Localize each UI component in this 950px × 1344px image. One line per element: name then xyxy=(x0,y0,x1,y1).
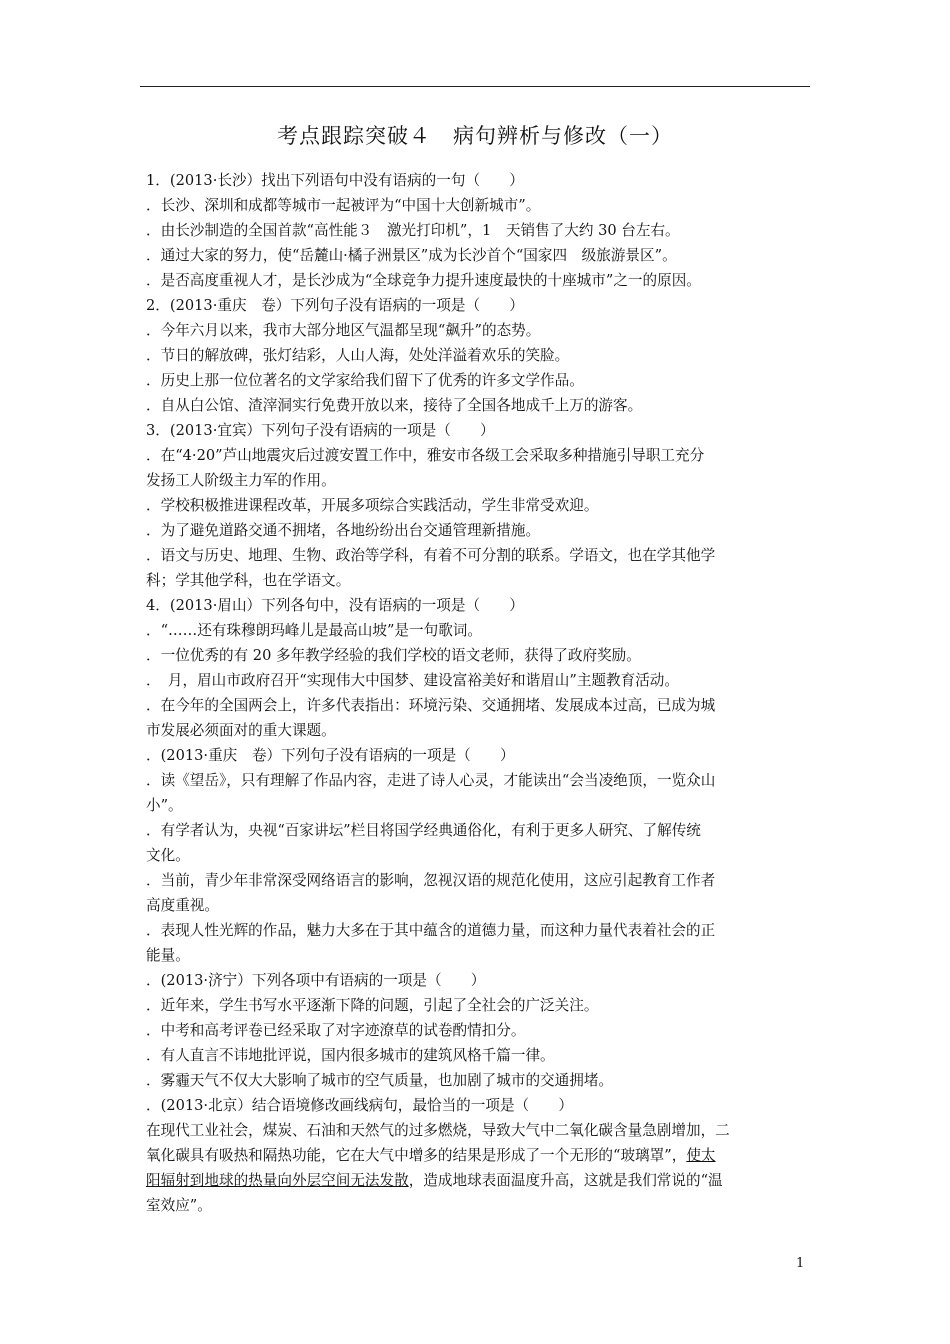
question-7-stem: ．(2013·北京）结合语境修改画线病句，最恰当的一项是（ ） xyxy=(146,1097,573,1114)
option-line: ．“……还有珠穆朗玛峰儿是最高山坡”是一句歌词。 xyxy=(146,622,482,639)
passage-line: 在现代工业社会，煤炭、石油和天然气的过多燃烧，导致大气中二氧化碳含量急剧增加，二 xyxy=(146,1122,730,1139)
option-line: ．雾霾天气不仅大大影响了城市的空气质量，也加剧了城市的交通拥堵。 xyxy=(146,1072,614,1089)
option-line: ．中考和高考评卷已经采取了对字迹潦草的试卷酌情扣分。 xyxy=(146,1022,526,1039)
option-line: ．读《望岳》，只有理解了作品内容，走进了诗人心灵，才能读出“会当凌绝顶，一览众山 xyxy=(146,772,716,789)
option-line: 市发展必须面对的重大课题。 xyxy=(146,722,336,739)
option-line: ．通过大家的努力，使“岳麓山·橘子洲景区”成为长沙首个“国家四 级旅游景区”。 xyxy=(146,247,677,264)
option-line: ．有学者认为，央视“百家讲坛”栏目将国学经典通俗化，有利于更多人研究、了解传统 xyxy=(146,822,701,839)
option-line: 能量。 xyxy=(146,947,190,964)
passage-line xyxy=(146,1168,806,1193)
header-rule xyxy=(140,86,810,87)
option-line: ．节日的解放碑，张灯结彩，人山人海，处处洋溢着欢乐的笑脸。 xyxy=(146,347,570,364)
underlined-sentence: 使太 xyxy=(686,1147,716,1164)
option-line: ．历史上那一位位著名的文学家给我们留下了优秀的许多文学作品。 xyxy=(146,372,584,389)
question-4-stem: 4．(2013·眉山）下列各句中，没有语病的一项是（ ） xyxy=(146,597,524,614)
page-title: 考点跟踪突破４ 病句辨析与修改（一） xyxy=(277,124,673,148)
option-line: ．表现人性光辉的作品，魅力大多在于其中蕴含的道德力量，而这种力量代表着社会的正 xyxy=(146,922,716,939)
option-line: ．在“4·20”芦山地震灾后过渡安置工作中，雅安市各级工会采取多种措施引导职工充分 xyxy=(146,447,705,464)
option-line: ．语文与历史、地理、生物、政治等学科，有着不可分割的联系。学语文，也在学其他学 xyxy=(146,547,716,564)
underlined-sentence: 阳辐射到地球的热量向外层空间无法发散 xyxy=(146,1172,409,1189)
question-3-stem: 3．(2013·宜宾）下列句子没有语病的一项是（ ） xyxy=(146,422,495,439)
option-line: ．有人直言不讳地批评说，国内很多城市的建筑风格千篇一律。 xyxy=(146,1047,555,1064)
document-body xyxy=(146,168,806,1218)
option-line: ．今年六月以来，我市大部分地区气温都呈现“飙升”的态势。 xyxy=(146,322,541,339)
option-line: ．由长沙制造的全国首款“高性能３ 激光打印机”，1 天销售了大约 30 台左右。 xyxy=(146,222,680,239)
option-line: ．是否高度重视人才，是长沙成为“全球竞争力提升速度最快的十座城市”之一的原因。 xyxy=(146,272,701,289)
page-number: 1 xyxy=(796,1256,805,1271)
option-line: ．长沙、深圳和成都等城市一起被评为“中国十大创新城市”。 xyxy=(146,197,541,214)
option-line: 文化。 xyxy=(146,847,190,864)
option-line: ．在今年的全国两会上，许多代表指出：环境污染、交通拥堵、发展成本过高，已成为城 xyxy=(146,697,716,714)
question-2-stem: 2．(2013·重庆 卷）下列句子没有语病的一项是（ ） xyxy=(146,297,524,314)
option-line: ．学校积极推进课程改革，开展多项综合实践活动，学生非常受欢迎。 xyxy=(146,497,599,514)
option-line: 科；学其他学科，也在学语文。 xyxy=(146,572,351,589)
passage-text: 氧化碳具有吸热和隔热功能，它在大气中增多的结果是形成了一个无形的“玻璃罩”， xyxy=(146,1147,687,1164)
option-line: 发扬工人阶级主力军的作用。 xyxy=(146,472,336,489)
option-line: ．当前，青少年非常深受网络语言的影响，忽视汉语的规范化使用，这应引起教育工作者 xyxy=(146,872,716,889)
option-line: ．一位优秀的有 20 多年教学经验的我们学校的语文老师，获得了政府奖励。 xyxy=(146,647,641,664)
passage-line xyxy=(146,1143,806,1168)
option-line: 小”。 xyxy=(146,797,183,814)
option-line: 高度重视。 xyxy=(146,897,219,914)
option-line: ．近年来，学生书写水平逐渐下降的问题，引起了全社会的广泛关注。 xyxy=(146,997,599,1014)
option-line: ．自从白公馆、渣滓洞实行免费开放以来，接待了全国各地成千上万的游客。 xyxy=(146,397,643,414)
option-line: ．为了避免道路交通不拥堵，各地纷纷出台交通管理新措施。 xyxy=(146,522,541,539)
question-1-stem: 1．(2013·长沙）找出下列语句中没有语病的一句（ ） xyxy=(146,172,524,189)
question-5-stem: ．(2013·重庆 卷）下列句子没有语病的一项是（ ） xyxy=(146,747,515,764)
question-6-stem: ．(2013·济宁）下列各项中有语病的一项是（ ） xyxy=(146,972,486,989)
option-line: ． 月，眉山市政府召开“实现伟大中国梦、建设富裕美好和谐眉山”主题教育活动。 xyxy=(146,672,679,689)
passage-line: 室效应”。 xyxy=(146,1197,212,1214)
passage-text: ，造成地球表面温度升高，这就是我们常说的“温 xyxy=(408,1172,723,1189)
